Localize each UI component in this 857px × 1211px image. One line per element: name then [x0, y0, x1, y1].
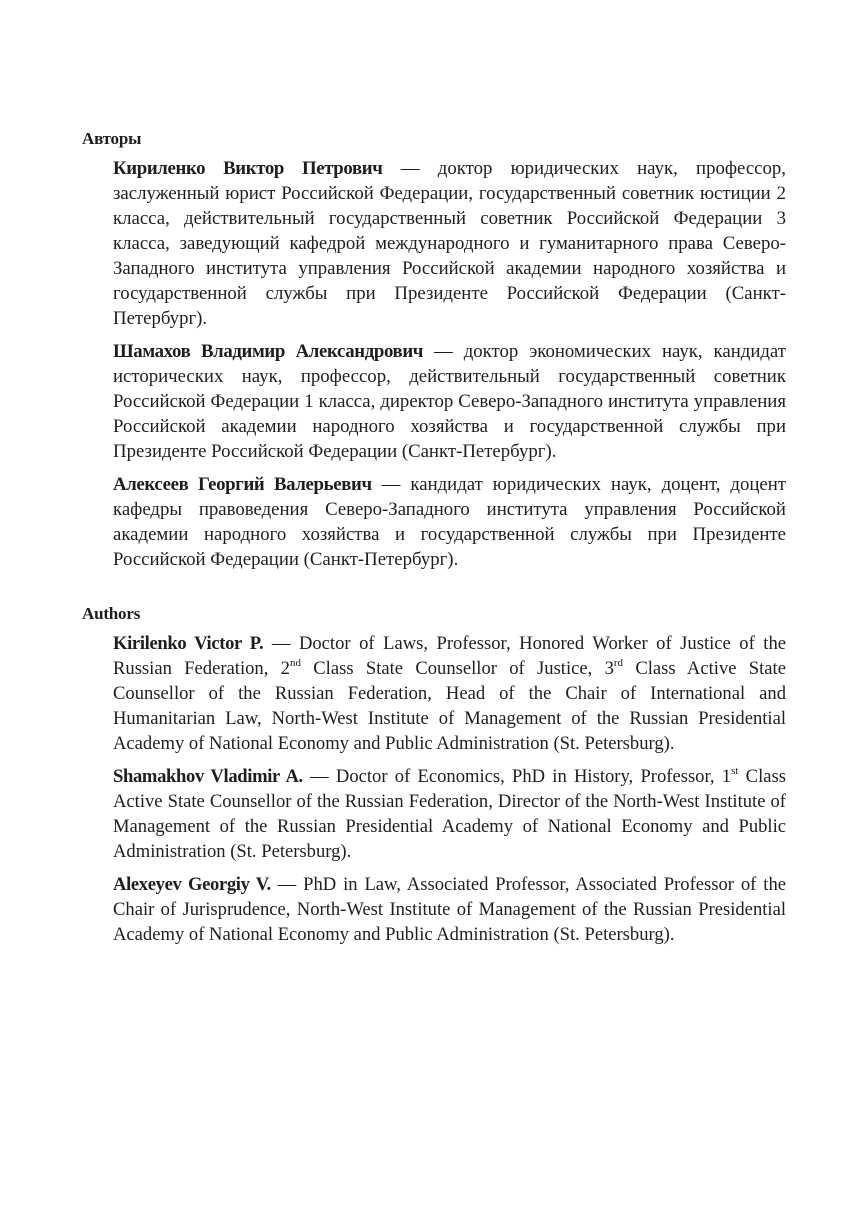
- author-name: Kirilenko Victor P.: [113, 633, 264, 654]
- author-entry: [113, 631, 786, 756]
- ordinal-suffix: st: [731, 764, 739, 777]
- author-name: Alexeyev Georgiy V.: [113, 874, 271, 895]
- section-heading-russian: Авторы: [82, 129, 142, 148]
- author-name: Алексеев Георгий Валерьевич: [113, 474, 372, 495]
- author-entry: [113, 156, 786, 331]
- authors-section-russian: [82, 127, 786, 580]
- author-entry: [113, 339, 786, 464]
- author-bio: — PhD in Law, Associated Professor, Associated Professor of the Chair of Jurisprudence, North-West Institute of Management of the Russian Presidential Academy of National Economy and Public Administration (St. Petersburg).: [113, 874, 786, 945]
- author-bio: Class State Counsellor of Justice, 3: [300, 658, 614, 679]
- author-bio: Class Active State Counsellor of the Russian Federation, Director of the North-West Institute of Management of the Russian Presidential Academy of National Economy and Public Administration (St. Petersburg).: [113, 766, 786, 862]
- author-bio: — кандидат юридических наук, доцент, доцент кафедры правоведения Северо-Западного института управления Российской академии народного хозяйства и государственной службы при Президенте Российской Федерации (Санкт-Петербург).: [113, 474, 786, 570]
- section-heading-english: Authors: [82, 604, 141, 623]
- author-name: Кириленко Виктор Петрович: [113, 158, 383, 179]
- author-entry: [113, 472, 786, 572]
- author-bio: — доктор экономических наук, кандидат исторических наук, профессор, действительный государственный советник Российской Федерации 1 класса, директор Северо-Западного института управления Российской академии народного хозяйства и государственной службы при Президенте Российской Федерации (Санкт-Петербург).: [113, 341, 786, 462]
- author-name: Шамахов Владимир Александрович: [113, 341, 424, 362]
- ordinal-suffix: rd: [613, 656, 624, 669]
- author-entry: [113, 764, 786, 864]
- author-bio: — доктор юридических наук, профессор, заслуженный юрист Российской Федерации, государственный советник юстиции 2 класса, действительный государственный советник Российской Федерации 3 класса, заведующий кафедрой международного и гуманитарного права Северо-Западного института управления Российской академии народного хозяйства и государственной службы при Президенте Российской Федерации (Санкт-Петербург).: [113, 158, 786, 329]
- author-bio: — Doctor of Laws, Professor, Honored Worker of Justice of the Russian Federation, 2: [113, 633, 786, 679]
- ordinal-suffix: nd: [289, 656, 301, 669]
- author-bio: Class Active State Counsellor of the Russian Federation, Head of the Chair of International and Humanitarian Law, North-West Institute of Management of the Russian Presidential Academy of National Economy and Public Administration (St. Petersburg).: [113, 658, 786, 754]
- author-bio: — Doctor of Economics, PhD in History, Professor, 1: [302, 766, 732, 787]
- author-entry: [113, 872, 786, 947]
- author-name: Shamakhov Vladimir A.: [113, 766, 303, 787]
- authors-section-english: [82, 602, 786, 955]
